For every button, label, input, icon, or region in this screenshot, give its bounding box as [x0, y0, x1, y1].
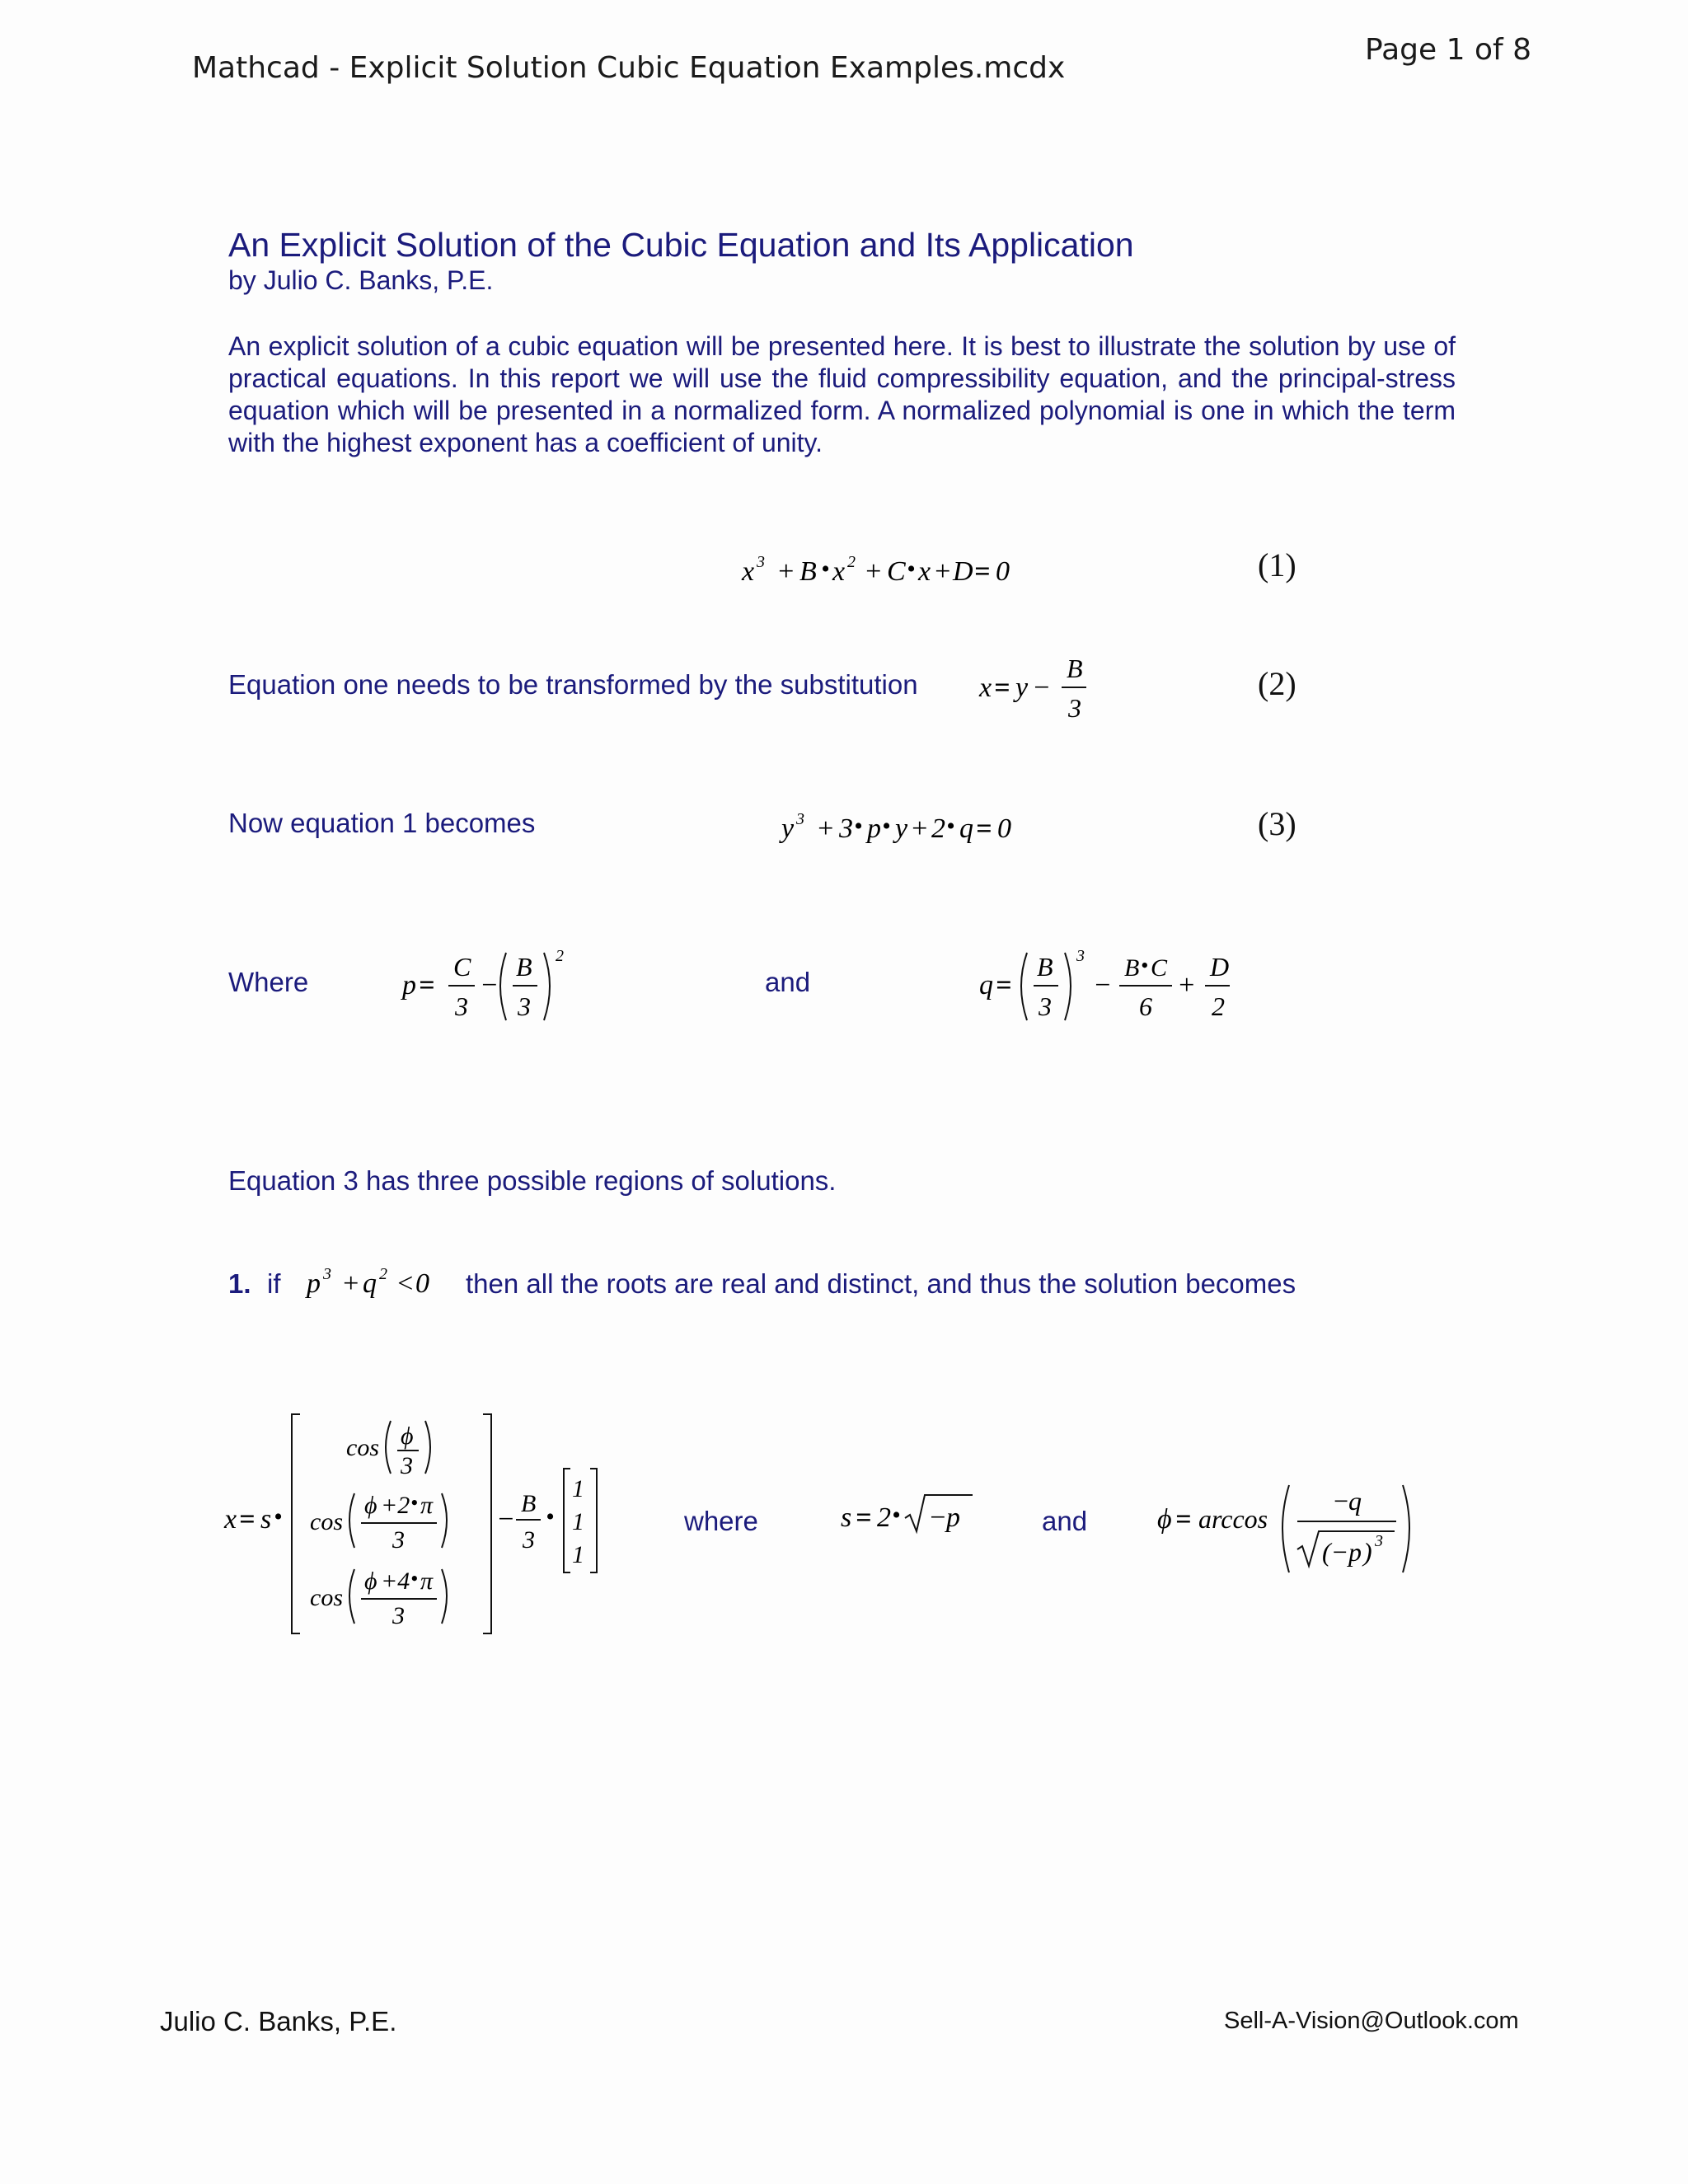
svg-text:cos: cos: [346, 1434, 379, 1461]
svg-text:•: •: [410, 1491, 419, 1515]
svg-text:x: x: [224, 1504, 237, 1535]
svg-text:q: q: [959, 813, 973, 844]
svg-text:0: 0: [997, 813, 1011, 844]
svg-text:−: −: [496, 1504, 515, 1535]
solution-and: and: [1042, 1506, 1088, 1536]
footer-author: Julio C. Banks, P.E.: [160, 2006, 397, 2036]
svg-text:•: •: [882, 813, 891, 840]
svg-text:x: x: [979, 673, 992, 703]
svg-text:2: 2: [1212, 991, 1225, 1021]
svg-text:=: =: [994, 673, 1010, 703]
svg-text:+: +: [864, 556, 883, 587]
equation-3: [781, 801, 1045, 858]
svg-text:q: q: [363, 1268, 377, 1299]
svg-text:3: 3: [401, 1452, 413, 1479]
svg-text:s: s: [841, 1502, 852, 1533]
svg-text:ϕ: ϕ: [401, 1422, 414, 1450]
intro-paragraph: An explicit solution of a cubic equation will be presented here. It is best to illustrate the solution by use of practical equations. In this report we will use the fluid compressibility equation, and the principal-stress equation which will be presented in a normalized form. A normalized polynomial is one in which the term with the highest exponent has a coefficient of unity.: [228, 331, 1456, 457]
svg-text:+: +: [816, 813, 835, 844]
solution-where: where: [684, 1506, 758, 1536]
svg-text:•: •: [821, 555, 830, 583]
svg-text:0: 0: [415, 1268, 429, 1299]
svg-text:+: +: [341, 1268, 360, 1299]
svg-text:2: 2: [931, 813, 945, 844]
equation-3-text: Now equation 1 becomes: [228, 808, 536, 838]
svg-text:1: 1: [572, 1508, 584, 1535]
where-label: Where: [228, 967, 309, 997]
svg-text:•: •: [854, 813, 863, 840]
svg-text:3: 3: [323, 1265, 331, 1283]
svg-text:C: C: [1151, 954, 1168, 982]
svg-text:ϕ: ϕ: [364, 1492, 377, 1519]
svg-text:+: +: [1177, 970, 1196, 1001]
svg-text:=: =: [974, 556, 991, 587]
svg-text:x: x: [742, 556, 755, 587]
svg-text:3: 3: [1068, 693, 1081, 723]
svg-text:(−: (−: [1322, 1537, 1349, 1567]
svg-text:−: −: [928, 1502, 947, 1533]
svg-text:•: •: [946, 813, 955, 840]
svg-text:π: π: [420, 1568, 434, 1595]
svg-text:3: 3: [455, 991, 468, 1021]
case-1-if: if: [267, 1268, 281, 1299]
svg-text:ϕ: ϕ: [1157, 1504, 1172, 1535]
svg-text:q: q: [1348, 1486, 1362, 1516]
svg-text:arccos: arccos: [1198, 1504, 1268, 1534]
footer-email: Sell-A-Vision@Outlook.com: [1224, 2008, 1519, 2034]
solution-vector: [224, 1411, 612, 1649]
svg-text:cos: cos: [310, 1584, 343, 1611]
equation-2-text: Equation one needs to be transformed by the substitution: [228, 669, 918, 700]
svg-text:C: C: [453, 952, 471, 982]
equation-1-number: (1): [1258, 546, 1296, 583]
case-1-number: 1.: [228, 1268, 251, 1299]
svg-text:3: 3: [523, 1526, 535, 1554]
svg-text:3: 3: [392, 1602, 405, 1629]
svg-text:=: =: [996, 970, 1012, 1001]
article-author: by Julio C. Banks, P.E.: [228, 265, 494, 295]
p-definition: [402, 944, 575, 1043]
svg-text:p: p: [867, 813, 881, 844]
equation-3-number: (3): [1258, 805, 1296, 842]
svg-text:=: =: [239, 1504, 256, 1535]
svg-text:1: 1: [572, 1541, 584, 1568]
svg-text:6: 6: [1139, 991, 1152, 1021]
equation-1: [742, 544, 1039, 601]
svg-text:−: −: [1093, 970, 1112, 1001]
equation-2-number: (2): [1258, 665, 1296, 702]
svg-text:=: =: [419, 970, 435, 1001]
svg-text:3: 3: [839, 813, 853, 844]
document-title: Mathcad - Explicit Solution Cubic Equation Examples.mcdx: [192, 51, 1066, 85]
svg-text:•: •: [546, 1503, 555, 1530]
and-label: and: [765, 967, 811, 997]
svg-text:y: y: [895, 813, 908, 844]
s-definition: [841, 1490, 989, 1547]
svg-text:−: −: [1332, 1486, 1350, 1516]
svg-text:C: C: [887, 556, 906, 587]
svg-text:B: B: [799, 556, 817, 587]
svg-text:y: y: [1015, 673, 1029, 703]
svg-text:s: s: [260, 1504, 272, 1535]
regions-intro: Equation 3 has three possible regions of solutions.: [228, 1165, 837, 1196]
equation-2: [979, 651, 1111, 741]
svg-text:3: 3: [757, 553, 765, 571]
svg-text:3: 3: [1375, 1532, 1383, 1550]
svg-text:D: D: [1210, 952, 1230, 982]
svg-text:2: 2: [556, 947, 564, 965]
svg-text:x: x: [832, 556, 846, 587]
svg-text:B: B: [1037, 952, 1053, 982]
svg-text:=: =: [1175, 1504, 1192, 1535]
svg-text:=: =: [976, 813, 992, 844]
svg-text:3: 3: [392, 1526, 405, 1554]
svg-text:π: π: [420, 1492, 434, 1519]
svg-text:3: 3: [1076, 947, 1085, 965]
svg-text:•: •: [410, 1567, 419, 1591]
svg-text:+: +: [910, 813, 929, 844]
svg-text:D: D: [953, 556, 973, 587]
phi-definition: [1157, 1480, 1429, 1586]
svg-text:•: •: [892, 1502, 901, 1529]
svg-text:y: y: [781, 813, 795, 844]
svg-text:ϕ: ϕ: [364, 1568, 377, 1595]
page-number: Page 1 of 8: [1365, 33, 1531, 67]
svg-text:B: B: [521, 1490, 537, 1517]
svg-text:1: 1: [572, 1475, 584, 1502]
svg-text:p: p: [946, 1502, 960, 1533]
case-1-condition: [303, 1256, 452, 1313]
article-title: An Explicit Solution of the Cubic Equation and Its Application: [228, 226, 1134, 264]
svg-text:3: 3: [518, 991, 531, 1021]
svg-text:•: •: [907, 555, 916, 583]
svg-text:B: B: [1067, 654, 1083, 683]
svg-text:q: q: [979, 970, 993, 1001]
svg-text:•: •: [274, 1503, 283, 1530]
svg-text:): ): [1363, 1537, 1372, 1567]
svg-text:+: +: [776, 556, 795, 587]
svg-text:3: 3: [1039, 991, 1052, 1021]
svg-text:2: 2: [379, 1265, 387, 1283]
svg-text:+4: +4: [381, 1568, 410, 1595]
svg-text:B: B: [516, 952, 532, 982]
svg-text:2: 2: [847, 553, 856, 571]
svg-text:2: 2: [877, 1502, 891, 1533]
q-definition: [979, 944, 1251, 1043]
case-1-then: then all the roots are real and distinct, and thus the solution becomes: [466, 1268, 1296, 1299]
svg-text:3: 3: [796, 810, 804, 828]
svg-text:−: −: [1032, 673, 1051, 703]
svg-text:x: x: [918, 556, 931, 587]
svg-text:cos: cos: [310, 1508, 343, 1535]
svg-text:+2: +2: [381, 1492, 410, 1519]
svg-text:+: +: [933, 556, 952, 587]
svg-text:=: =: [856, 1502, 872, 1533]
svg-text:p: p: [1348, 1537, 1362, 1567]
svg-text:p: p: [402, 970, 416, 1001]
svg-text:<: <: [396, 1268, 415, 1299]
svg-text:0: 0: [996, 556, 1010, 587]
svg-text:p: p: [307, 1268, 321, 1299]
svg-text:•: •: [1141, 954, 1149, 977]
svg-text:B: B: [1124, 954, 1140, 982]
svg-text:−: −: [480, 970, 499, 1001]
